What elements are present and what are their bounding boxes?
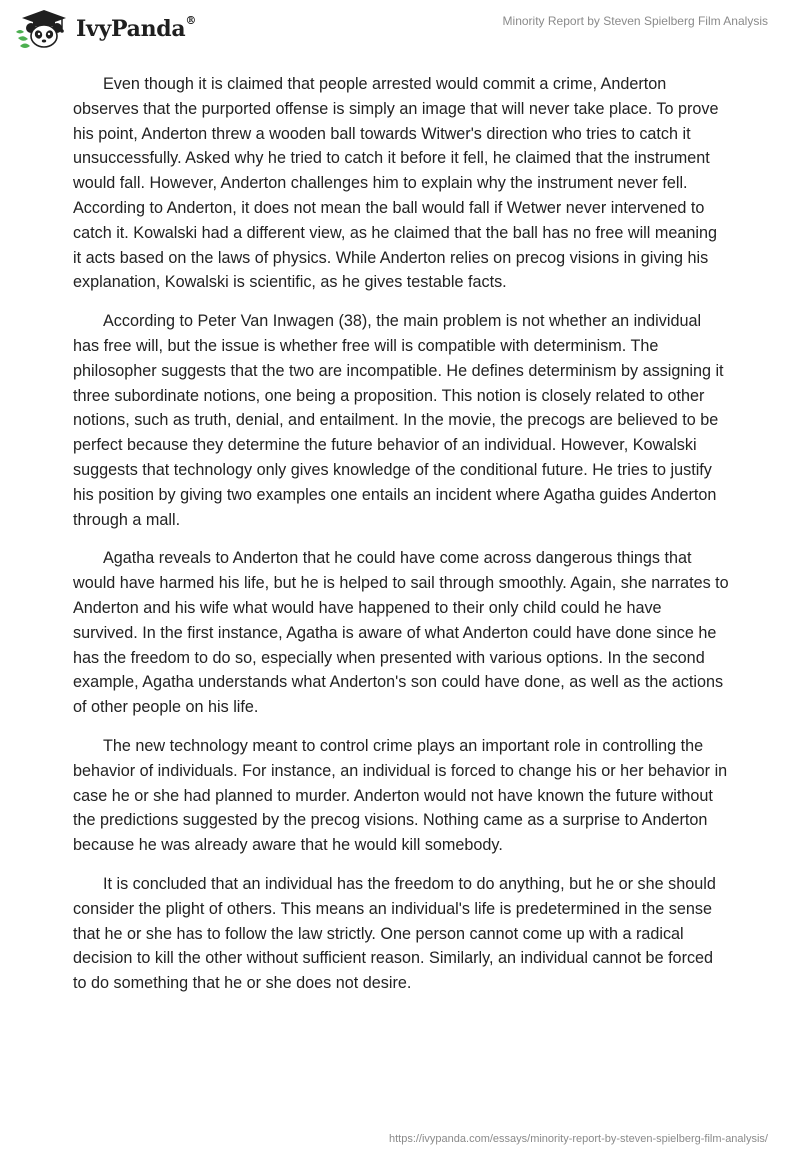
paragraph-4: The new technology meant to control crime plays an important role in controlling the behavior of individuals. For instance, an individual is forced to change his or her behavior in case he or she had planned to murder. Anderton would not have known the future without the predictions suggested by the precog visions. Nothing came as a surprise to Anderton because he was already aware that he would kill somebody. xyxy=(73,736,728,855)
ivypanda-logo[interactable] xyxy=(14,8,196,50)
registered-mark: ® xyxy=(185,13,197,27)
document-title: Minority Report by Steven Spielberg Film Analysis xyxy=(502,14,768,28)
brand-name: IvyPanda® xyxy=(76,13,197,42)
source-url-link[interactable]: https://ivypanda.com/essays/minority-report-by-steven-spielberg-film-analysis/ xyxy=(388,1133,768,1145)
page-header xyxy=(0,0,800,70)
paragraph-2: According to Peter Van Inwagen (38), the main problem is not whether an individual has free will, but the issue is whether free will is compatible with determinism. The philosopher suggests that the two are incompatible. He defines determinism by assigning it three subordinate notions, one being a proposition. This notion is closely related to other notions, such as truth, denial, and entailment. In the movie, the precogs are believed to be perfect because they determine the future behavior of an individual. However, Kowalski suggests that technology only gives knowledge of the conditional future. He tries to justify his position by giving two examples one entails an incident where Agatha guides Anderton through a mall. xyxy=(73,312,724,529)
paragraph-1: Even though it is claimed that people arrested would commit a crime, Anderton observes that the purported offense is simply an image that will never take place. To prove his point, Anderton threw a wooden ball towards Witwer's direction who tries to catch it unsuccessfully. Asked why he tried to catch it before it fell, he claimed that the instrument would fall. However, Anderton challenges him to explain why the instrument never fell. According to Anderton, it does not mean the ball would fall if Wetwer never intervened to catch it. Kowalski had a different view, as he claimed that the ball has no free will meaning it acts based on the laws of physics. While Anderton relies on precog visions in giving his explanation, Kowalski is scientific, as he gives testable facts. xyxy=(73,75,719,292)
essay-body xyxy=(73,72,729,1010)
paragraph-3: Agatha reveals to Anderton that he could have come across dangerous things that would have harmed his life, but he is helped to sail through smoothly. Again, she narrates to Anderton and his wife what would have happened to their only child could he have survived. In the first instance, Agatha is aware of what Anderton could have done since he has the freedom to do so, especially when presented with various options. In the second example, Agatha understands what Anderton's son could have done, as well as the actions of other people on his life. xyxy=(73,549,729,717)
panda-graduate-logo-icon xyxy=(14,8,70,50)
paragraph-5: It is concluded that an individual has the freedom to do anything, but he or she should consider the plight of others. This means an individual's life is predetermined in the sense that he or she has to follow the law strictly. One person cannot come up with a radical decision to kill the other without sufficient reason. Similarly, an individual cannot be forced to do something that he or she does not desire. xyxy=(73,874,716,993)
